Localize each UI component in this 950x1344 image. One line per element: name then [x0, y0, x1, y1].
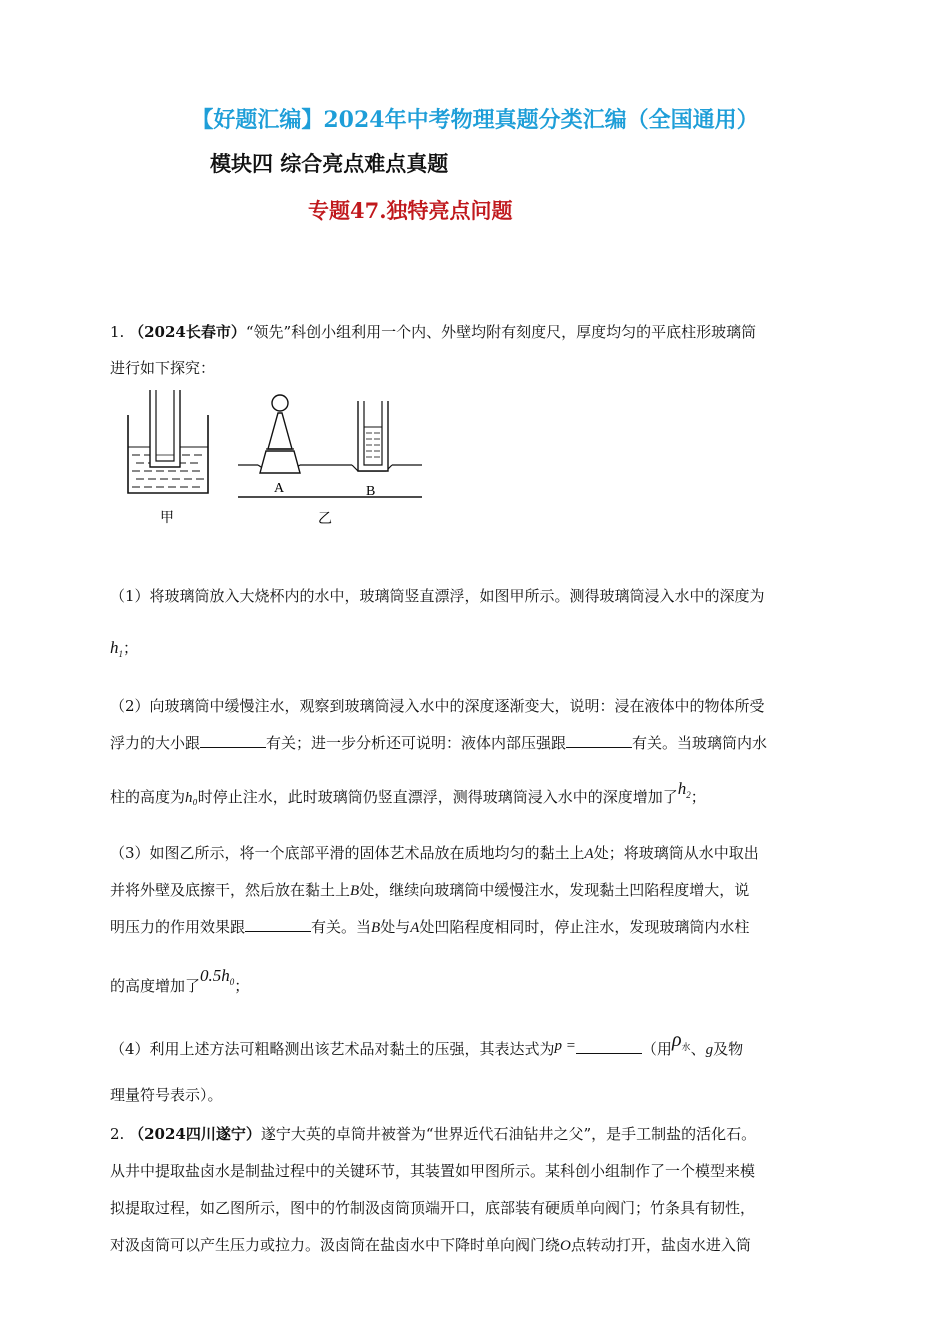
q1-stem-line1: 1. （2024长春市）“领先”科创小组利用一个内、外壁均附有刻度尺，厚度均匀的平底柱形玻璃筒 — [110, 323, 757, 341]
q1-part2-line3: 柱的高度为h₀时停止注水，此时玻璃筒仍竖直漂浮，测得玻璃筒浸入水中的深度增加了$h^2$； — [110, 779, 706, 806]
q2-line1: 2. （2024四川遂宁）遂宁大英的卓筒井被誉为“世界近代石油钻井之父”，是手工制盐的活化石。 — [110, 1125, 757, 1143]
module-title: 模块四 综合亮点难点真题 — [210, 151, 449, 176]
figure-yi — [238, 395, 422, 497]
q1-figure — [120, 385, 440, 535]
q1-number: 1. — [110, 323, 125, 341]
answer-blank-3[interactable] — [245, 917, 311, 932]
answer-blank-4[interactable] — [576, 1039, 642, 1054]
q1-part4-line1: （4）利用上述方法可粗略测出该艺术品对黏土的压强，其表达式为p = （用$\rho^水$、g及物 — [110, 1029, 744, 1058]
answer-blank-1[interactable] — [200, 733, 266, 748]
page-title: 【好题汇编】2024年中考物理真题分类汇编（全国通用） — [191, 107, 759, 133]
q1-part3-line2: 并将外壁及底擦干，然后放在黏土上B处，继续向玻璃筒中缓慢注水，发现黏土凹陷程度增大，说 — [110, 881, 750, 899]
figure-yi-label: 乙 — [318, 511, 332, 527]
q1-part3-line3: 明压力的作用效果跟 有关。当B处与A处凹陷程度相同时，停止注水，发现玻璃筒内水柱 — [110, 918, 750, 936]
q1-part3-line4: 的高度增加了$0.5h^0$； — [110, 966, 250, 995]
figure-jia-label: 甲 — [160, 510, 174, 526]
q2-source: （2024四川遂宁） — [129, 1125, 261, 1143]
label-A: A — [274, 481, 285, 496]
q2-line4: 对汲卤筒可以产生压力或拉力。汲卤筒在盐卤水中下降时单向阀门绕O点转动打开，盐卤水进入筒 — [110, 1236, 751, 1254]
q2-number: 2. — [110, 1125, 125, 1143]
q1-part4-line2: 理量符号表示）。 — [110, 1086, 223, 1104]
q1-part1-line2: $h_1$； — [110, 638, 139, 659]
q1-source: （2024长春市） — [129, 323, 246, 341]
topic-title: 专题47.独特亮点问题 — [308, 198, 513, 223]
q2-line2: 从井中提取盐卤水是制盐过程中的关键环节，其装置如甲图所示。某科创小组制作了一个模型来模 — [110, 1162, 756, 1180]
q1-part1-line1: （1）将玻璃筒放入大烧杯内的水中，玻璃筒竖直漂浮，如图甲所示。测得玻璃筒浸入水中的深度为 — [110, 587, 765, 605]
figure-jia — [128, 390, 208, 493]
q2-line3: 拟提取过程，如乙图所示，图中的竹制汲卤筒顶端开口，底部装有硬质单向阀门；竹条具有韧性， — [110, 1199, 756, 1217]
label-B: B — [366, 484, 376, 499]
q1-part2-line1: （2）向玻璃筒中缓慢注水，观察到玻璃筒浸入水中的深度逐渐变大，说明：浸在液体中的物体所受 — [110, 697, 765, 715]
q1-stem-line2: 进行如下探究： — [110, 359, 216, 377]
q1-part3-line1: （3）如图乙所示，将一个底部平滑的固体艺术品放在质地均匀的黏土上A处；将玻璃筒从水中取出 — [110, 844, 759, 862]
q1-part2-line2: 浮力的大小跟 有关；进一步分析还可说明：液体内部压强跟 有关。当玻璃筒内水 — [110, 734, 768, 752]
answer-blank-2[interactable] — [566, 733, 632, 748]
